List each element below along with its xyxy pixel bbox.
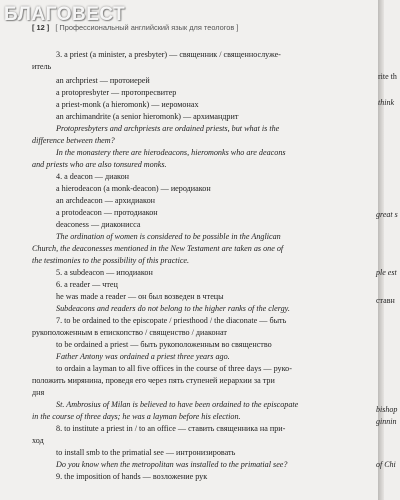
text-line: дня [32,388,45,397]
text-line: Do you know when the metropolitan was installed to the primatial see? [56,460,288,469]
text-line: 4. a deacon — диакон [56,172,129,181]
text-line: 5. a subdeacon — иподиакон [56,268,153,277]
text-line: Protopresbyters and archpriests are ordained priests, but what is the [56,124,280,133]
text-line: an archdeacon — архидиакон [56,196,155,205]
text-line: ход [32,436,44,445]
text-line: an archpriest — протоиерей [56,76,150,85]
text-line: The ordination of women is considered to be possible in the Anglican [56,232,281,241]
text-line: and priests who are also tonsured monks. [32,160,167,169]
facing-page-fragment: of Chi [376,460,396,469]
text-line: a hierodeacon (a monk-deacon) — иеродиакон [56,184,211,193]
text-line: 8. to institute a priest in / to an office — ставить священника на при- [56,424,286,433]
text-line: to be ordained a priest — быть рукоположенным во священство [56,340,272,349]
text-line: итель [32,62,52,71]
text-line: Father Antony was ordained a priest three years ago. [56,352,230,361]
text-line: deaconess — диаконисса [56,220,141,229]
text-line: difference between them? [32,136,115,145]
facing-page-edge [376,0,400,500]
text-line: a protodeacon — протодиакон [56,208,158,217]
watermark-logo: БЛАГОВЕСТ [4,4,126,25]
text-line: 6. a reader — чтец [56,280,118,289]
text-line: 7. to be ordained to the episcopate / priesthood / the diaconate — быть [56,316,287,325]
text-line: Church, the deaconesses mentioned in the New Testament are taken as one of [32,244,284,253]
text-line: to ordain a layman to all five offices in the course of three days — руко- [56,364,292,373]
running-title: [ Профессиональный английский язык для теологов ] [55,23,239,32]
text-line: рукоположенным в епископство / священство / диаконат [32,328,227,337]
text-line: Subdeacons and readers do not belong to the higher ranks of the clergy. [56,304,290,313]
text-line: to install smb to the primatial see — интронизировать [56,448,236,457]
text-line: a priest-monk (a hieromonk) — иеромонах [56,100,199,109]
text-line: 3. a priest (a minister, a presbyter) — священник / священнослуже- [56,50,281,59]
text-line: 9. the imposition of hands — возложение рук [56,472,208,481]
facing-page-fragment: ставн [376,296,395,305]
text-line: he was made a reader — он был возведен в чтецы [56,292,224,301]
facing-page-fragment: rite th [378,72,397,81]
text-line: In the monastery there are hierodeacons, hieromonks who are deacons [56,148,286,157]
text-line: the testimonies to the possibility of this practice. [32,256,190,265]
text-line: St. Ambrosius of Milan is believed to have been ordained to the episcopate [56,400,299,409]
text-line: положить мирянина, проведя его через пять ступеней иерархии за три [32,376,275,385]
facing-page-fragment: ginnin [376,417,397,426]
facing-page-fragment: bishop [376,405,398,414]
text-line: an archimandrite (a senior hieromonk) — архимандрит [56,112,239,121]
page-number: [ 12 ] [32,23,50,32]
facing-page-fragment: think [378,98,394,107]
facing-page-fragment: great s [376,210,398,219]
facing-page-fragment: ple est [376,268,397,277]
text-line: a protopresbyter — протопресвитер [56,88,177,97]
text-line: in the course of three days; he was a layman before his election. [32,412,241,421]
